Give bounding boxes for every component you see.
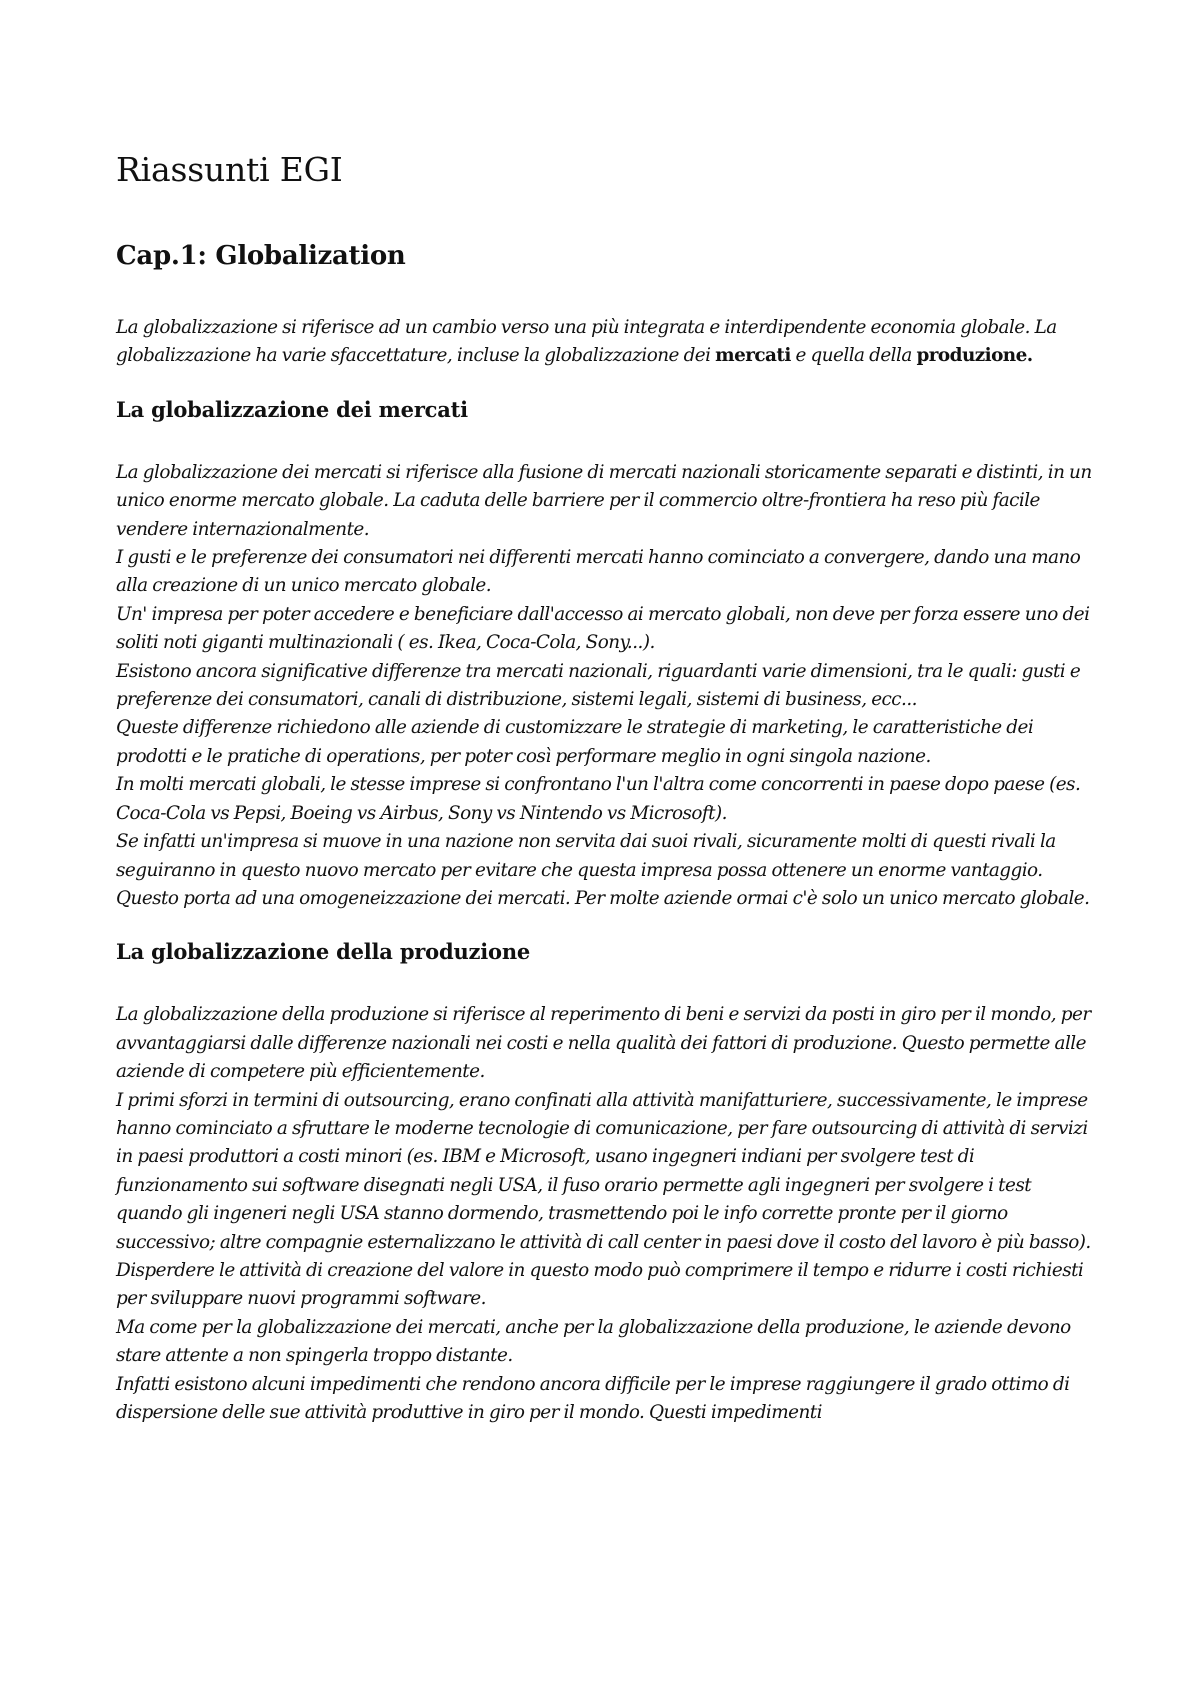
document-content: [116, 148, 1096, 1427]
intro-paragraph: [116, 314, 1096, 371]
paragraph: Un' impresa per poter accedere e beneficiare dall'accesso ai mercato globali, non deve per forza essere uno dei soliti noti giganti multinazionali ( es. Ikea, Coca-Cola, Sony...).: [116, 603, 1090, 654]
paragraph: I gusti e le preferenze dei consumatori nei differenti mercati hanno cominciato a convergere, dando una mano alla creazione di un unico mercato globale.: [116, 547, 1081, 597]
intro-text-2: e quella della: [790, 345, 917, 367]
paragraph: Infatti esistono alcuni impedimenti che rendono ancora difficile per le imprese raggiungere il grado ottimo di dispersione delle sue attività produttive in giro per il mondo. Questi impedimenti: [116, 1373, 1070, 1423]
document-title: Riassunti EGI: [116, 150, 343, 189]
paragraph: Queste differenze richiedono alle aziende di customizzare le strategie di marketing, le caratteristiche dei prodotti e le pratiche di operations, per poter così performare meglio in ogni singola nazione.: [116, 717, 1034, 767]
intro-text-1: La globalizzazione si riferisce ad un cambio verso una più integrata e interdipendente economia globale. La globalizzazione ha varie sfaccettature, incluse la globalizzazione dei: [116, 317, 1057, 367]
paragraph: Se infatti un'impresa si muove in una nazione non servita dai suoi rivali, sicuramente molti di questi rivali la seguiranno in questo nuovo mercato per evitare che questa impresa possa ottenere un enorme vantaggio. Questo porta ad una omogeneizzazione dei mercati. Per molte aziende ormai c'è solo un unico mercato globale.: [116, 831, 1090, 909]
paragraph: Esistono ancora significative differenze tra mercati nazionali, riguardanti varie dimensioni, tra le quali: gusti e preferenze dei consumatori, canali di distribuzione, sistemi legali, sistemi di business, ecc...: [116, 660, 1081, 711]
intro-keyword-produzione: produzione.: [916, 345, 1033, 367]
section-body-mercati: [116, 459, 1096, 914]
section-heading-mercati: La globalizzazione dei mercati: [116, 396, 468, 422]
paragraph: La globalizzazione della produzione si riferisce al reperimento di beni e servizi da posti in giro per il mondo, per avvantaggiarsi dalle differenze nazionali nei costi e nella qualità dei fattori di produzione. Questo permette alle aziende di competere più efficientemente.: [116, 1004, 1091, 1083]
paragraph: Ma come per la globalizzazione dei mercati, anche per la globalizzazione della produzione, le aziende devono stare attente a non spingerla troppo distante.: [116, 1316, 1071, 1367]
paragraph: La globalizzazione dei mercati si riferisce alla fusione di mercati nazionali storicamente separati e distinti, in un unico enorme mercato globale. La caduta delle barriere per il commercio oltre-frontiera ha reso più facile vendere internazionalmente.: [116, 461, 1092, 540]
paragraph: I primi sforzi in termini di outsourcing, erano confinati alla attività manifatturiere, successivamente, le imprese hanno cominciato a sfruttare le moderne tecnologie di comunicazione, per fare outsourcing di attività di servizi in paesi produttori a costi minori (es. IBM e Microsoft, usano ingegneri indiani per svolgere test di funzionamento sui software disegnati negli USA, il fuso orario permette agli ingegneri per svolgere i test quando gli ingeneri negli USA stanno dormendo, trasmettendo poi le info corrette pronte per il giorno successivo; altre compagnie esternalizzano le attività di call center in paesi dove il costo del lavoro è più basso). Disperdere le attività di creazione del valore in questo modo può comprimere il tempo e ridurre i costi richiesti per sviluppare nuovi programmi software.: [116, 1089, 1091, 1310]
section-body-produzione: [116, 1001, 1096, 1427]
section-heading-produzione: La globalizzazione della produzione: [116, 939, 531, 965]
chapter-title: Cap.1: Globalization: [116, 241, 406, 271]
intro-keyword-mercati: mercati: [715, 345, 791, 367]
paragraph: In molti mercati globali, le stesse imprese si confrontano l'un l'altra come concorrenti in paese dopo paese (es. Coca-Cola vs Pepsi, Boeing vs Airbus, Sony vs Nintendo vs Microsoft).: [116, 774, 1081, 824]
